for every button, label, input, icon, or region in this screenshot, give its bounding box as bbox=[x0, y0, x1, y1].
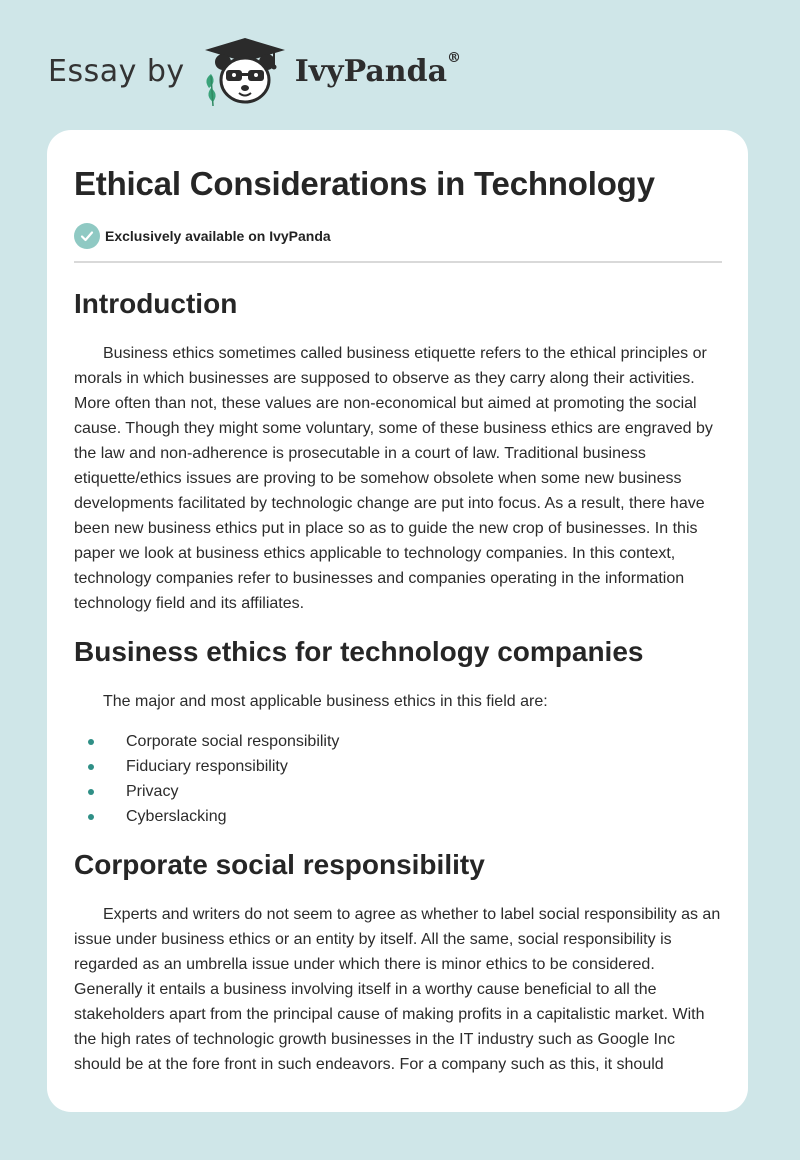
business-ethics-lead: The major and most applicable business ethics in this field are: bbox=[103, 693, 548, 710]
section-heading-introduction: Introduction bbox=[74, 288, 238, 319]
registered-mark: ® bbox=[447, 50, 462, 66]
bullet-dot-icon bbox=[88, 764, 94, 770]
essay-by-label: Essay by bbox=[48, 54, 185, 89]
exclusive-badge bbox=[74, 222, 722, 250]
panda-logo-icon[interactable] bbox=[201, 36, 289, 108]
list-item: Cyberslacking bbox=[74, 804, 722, 829]
bullet-dot-icon bbox=[88, 789, 94, 795]
list-item: Corporate social responsibility bbox=[74, 729, 722, 754]
csr-paragraph: Experts and writers do not seem to agree as whether to label social responsibility as an issue under business ethics or an entity by itself. All the same, social responsibility is regarded as an umbrella issue under which there is minor ethics to be considered. Generally it entails a business involving itself in a worthy cause beneficial to all the stakeholders apart from the principal cause of making profits in a capitalistic market. With the high rates of technologic growth businesses in the IT industry such as Google Inc should be at the fore front in such endeavors. For a company such as this, it should bbox=[74, 906, 721, 1073]
ethics-list bbox=[74, 729, 722, 829]
badge-text: Exclusively available on IvyPanda bbox=[105, 228, 331, 244]
divider bbox=[74, 261, 722, 263]
section-heading-csr: Corporate social responsibility bbox=[74, 849, 485, 880]
list-item: Privacy bbox=[74, 779, 722, 804]
site-header bbox=[48, 36, 461, 108]
list-item: Fiduciary responsibility bbox=[74, 754, 722, 779]
page-title: Ethical Considerations in Technology bbox=[74, 165, 655, 202]
section-heading-business-ethics: Business ethics for technology companies bbox=[74, 636, 644, 667]
bullet-dot-icon bbox=[88, 739, 94, 745]
bullet-dot-icon bbox=[88, 814, 94, 820]
article-card bbox=[47, 130, 748, 1112]
check-icon bbox=[74, 223, 100, 249]
brand-name[interactable]: IvyPanda® bbox=[294, 50, 462, 89]
introduction-paragraph: Business ethics sometimes called business etiquette refers to the ethical principles or morals in which businesses are supposed to observe as they carry along their activities. More often than not, these values are non-economical but aimed at promoting the social cause. Though they might some voluntary, some of these business ethics are engraved by the law and non-adherence is prosecutable in a court of law. Traditional business etiquette/ethics issues are proving to be somehow obsolete when some new business developments facilitated by technologic change are put into focus. As a result, there have been new business ethics put in place so as to guide the new crop of businesses. In this paper we look at business ethics applicable to technology companies. In this context, technology companies refer to businesses and companies operating in the information technology field and its affiliates. bbox=[74, 345, 713, 612]
